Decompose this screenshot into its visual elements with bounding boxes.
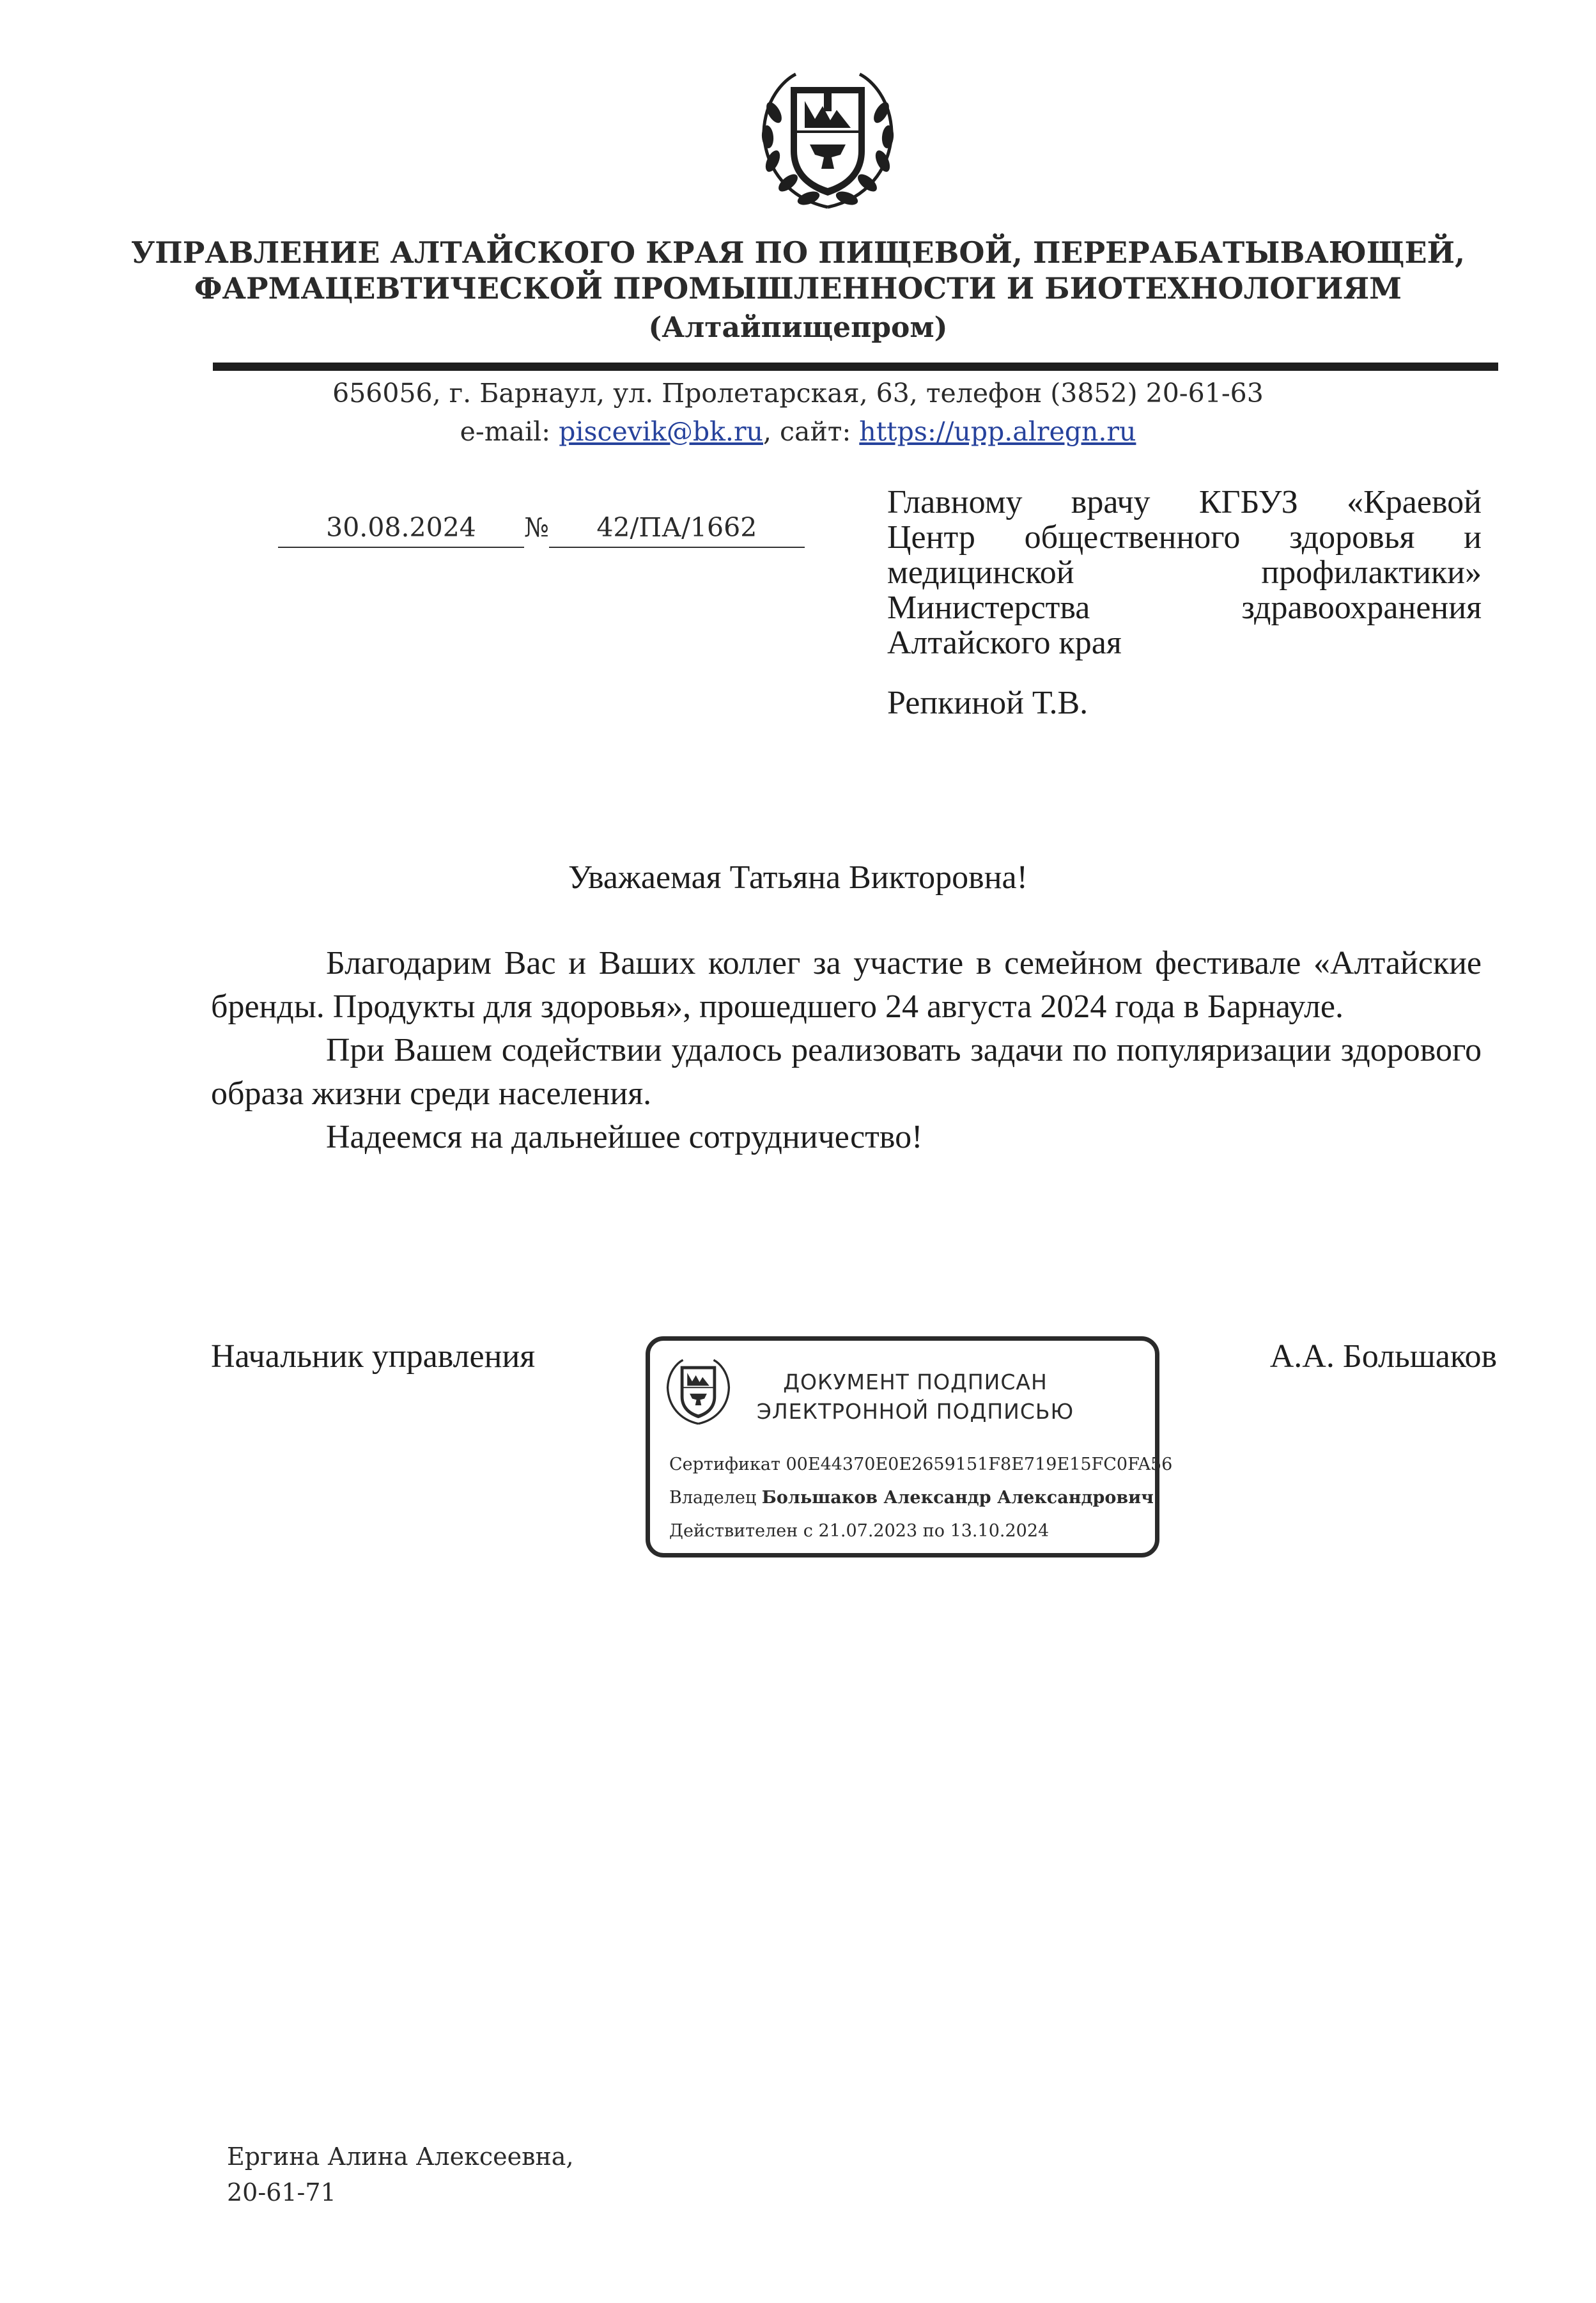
org-short-name: (Алтайпищепром) [648,311,948,344]
contact-line [128,412,1468,451]
header-divider [213,363,1498,371]
registration-date: 30.08.2024 [278,508,524,548]
executor-phone: 20-61-71 [227,2178,336,2206]
registration-number: 42/ПА/1662 [549,508,805,548]
email-label: e-mail: [460,416,559,447]
certificate-label: Сертификат [669,1455,780,1474]
org-name-line1: УПРАВЛЕНИЕ АЛТАЙСКОГО КРАЯ ПО ПИЩЕВОЙ, ПЕРЕРАБАТЫВАЮЩЕЙ, [130,235,1466,270]
signer-name: А.А. Большаков [1269,1338,1497,1375]
coat-of-arms-icon [751,61,904,215]
body-paragraph: При Вашем содействии удалось реализовать задачи по популяризации здорового образа жизни среди населения. [211,1032,1482,1112]
site-link[interactable]: https://upp.alregn.ru [859,416,1136,447]
addressee-line: медицинской профилактики» [887,554,1482,591]
stamp-heading-line1: ДОКУМЕНТ ПОДПИСАН [783,1370,1048,1394]
validity-label: Действителен с [669,1521,813,1541]
signer-title: Начальник управления [211,1338,536,1375]
contact-address: 656056, г. Барнаул, ул. Пролетарская, 63, телефон (3852) 20-61-63 [332,378,1264,409]
salutation: Уважаемая Татьяна Викторовна! [568,859,1028,896]
org-name-line2: ФАРМАЦЕВТИЧЕСКОЙ ПРОМЫШЛЕННОСТИ И БИОТЕХНОЛОГИЯМ [194,271,1402,306]
stamp-certificate-row [669,1448,1172,1481]
recipient-name: Репкиной Т.В. [887,685,1089,721]
stamp-details [669,1448,1172,1548]
valid-to-label: по [922,1521,945,1541]
addressee-line: Главному врачу КГБУЗ «Краевой [887,484,1482,520]
owner-value: Большаков Александр Александрович [761,1488,1154,1508]
coat-of-arms-icon [662,1352,735,1429]
stamp-heading-line2: ЭЛЕКТРОННОЙ ПОДПИСЬЮ [756,1399,1074,1424]
electronic-signature-stamp [646,1336,1173,1557]
site-label: , сайт: [763,416,860,447]
stamp-heading [746,1368,1085,1426]
number-sign: № [524,512,549,543]
registration-line [278,508,818,548]
addressee-line: Министерства здравоохранения [887,589,1482,626]
body-paragraph: Надеемся на дальнейшее сотрудничество! [326,1119,923,1155]
body-paragraph: Благодарим Вас и Ваших коллег за участие в семейном фестивале «Алтайские бренды. Продукты для здоровья», прошедшего 24 августа 2024 года в Барнауле. [211,945,1482,1025]
addressee-line: Алтайского края [887,625,1122,661]
certificate-value: 00E44370E0E2659151F8E719E15FC0FA56 [786,1455,1173,1474]
executor-block [227,2139,574,2210]
addressee-block [887,485,1482,660]
stamp-owner-row [669,1481,1172,1515]
valid-from: 21.07.2023 [818,1521,918,1541]
executor-name: Ергина Алина Алексеевна, [227,2143,574,2171]
letter-body [211,942,1482,1159]
addressee-line: Центр общественного здоровья и [887,519,1482,556]
stamp-validity-row [669,1515,1172,1548]
email-link[interactable]: piscevik@bk.ru [559,416,763,447]
owner-label: Владелец [669,1488,757,1508]
valid-to: 13.10.2024 [950,1521,1050,1541]
